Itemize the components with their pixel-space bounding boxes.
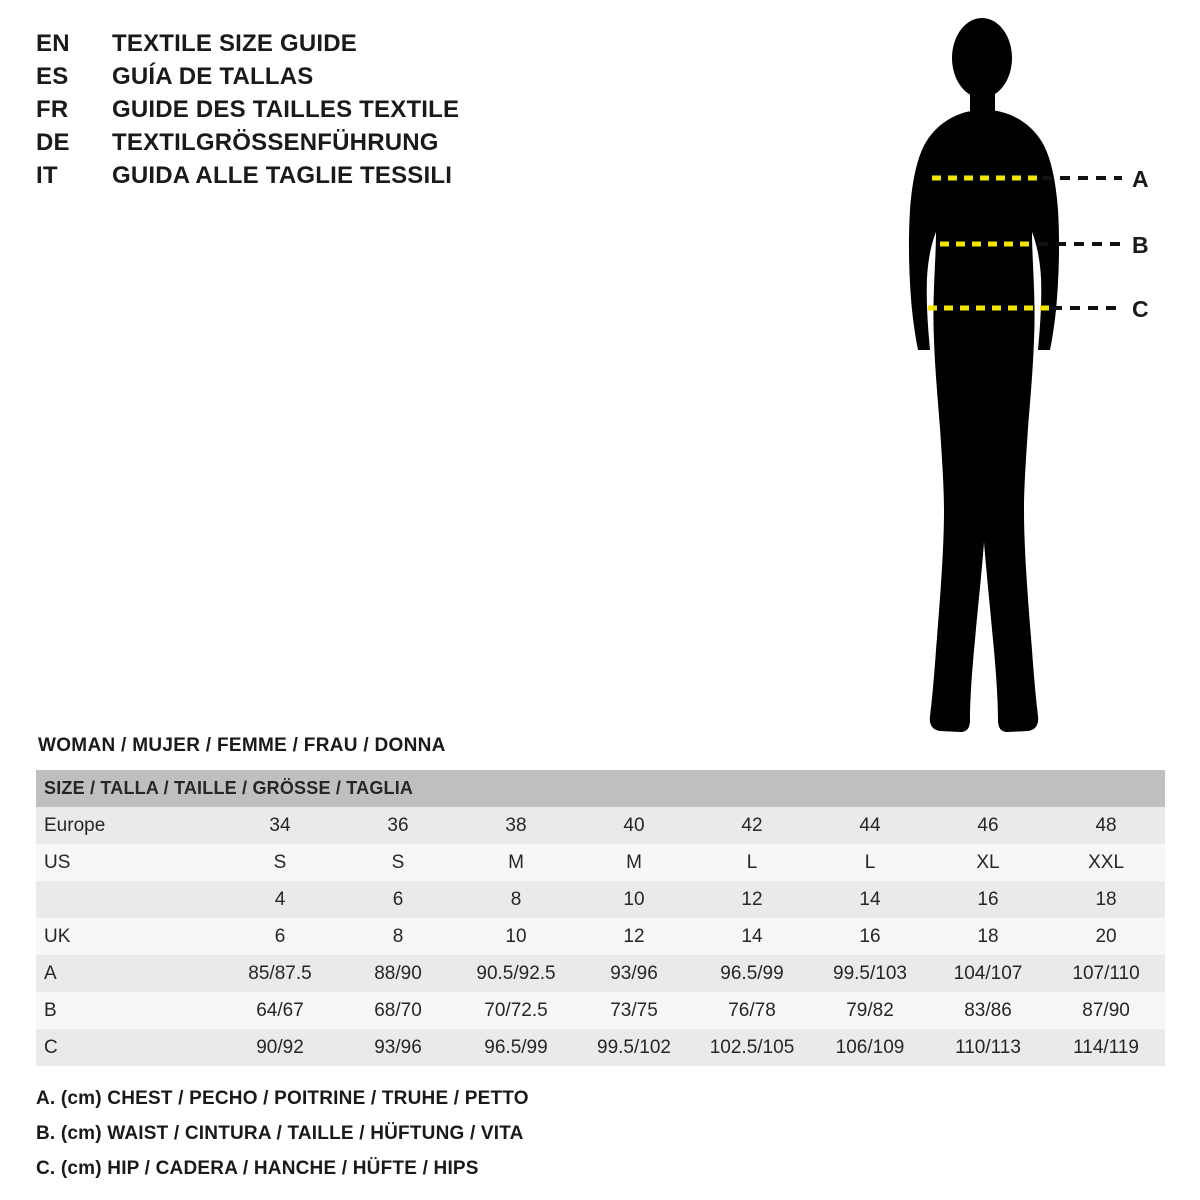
table-cell: 85/87.5 xyxy=(248,962,312,984)
table-row xyxy=(36,844,1165,881)
table-cell: 34 xyxy=(269,814,291,836)
language-title: GUIDE DES TAILLES TEXTILE xyxy=(112,96,460,123)
table-cell: 99.5/103 xyxy=(833,962,907,984)
table-row xyxy=(36,918,1165,955)
language-row xyxy=(36,96,656,129)
table-cell: 79/82 xyxy=(846,999,894,1021)
language-code: IT xyxy=(36,162,58,189)
size-table-section xyxy=(36,735,1166,1066)
table-cell: 46 xyxy=(977,814,999,836)
table-cell: 44 xyxy=(859,814,881,836)
table-cell: 36 xyxy=(387,814,409,836)
marker-label-a: A xyxy=(1132,166,1149,192)
measurement-legend xyxy=(36,1088,529,1193)
table-cell: 40 xyxy=(623,814,645,836)
size-table xyxy=(36,770,1165,1066)
table-cell: 18 xyxy=(1095,888,1117,910)
table-cell: 12 xyxy=(623,925,645,947)
table-cell: 104/107 xyxy=(953,962,1023,984)
table-cell: M xyxy=(508,851,524,873)
legend-line-c: C. (cm) HIP / CADERA / HANCHE / HÜFTE / HIPS xyxy=(36,1158,479,1179)
table-group-heading: WOMAN / MUJER / FEMME / FRAU / DONNA xyxy=(38,735,446,756)
table-cell: 110/113 xyxy=(955,1036,1021,1058)
table-row xyxy=(36,955,1165,992)
table-row xyxy=(36,1029,1165,1066)
table-cell: 99.5/102 xyxy=(597,1036,671,1058)
table-cell: XXL xyxy=(1088,851,1125,873)
table-cell: L xyxy=(746,851,758,873)
marker-label-c: C xyxy=(1132,296,1149,322)
table-cell: 6 xyxy=(274,925,286,947)
language-row xyxy=(36,30,656,63)
table-cell: 14 xyxy=(741,925,763,947)
table-cell: 102.5/105 xyxy=(709,1036,795,1058)
table-cell: 38 xyxy=(505,814,527,836)
table-cell: 42 xyxy=(741,814,763,836)
row-label: Europe xyxy=(44,814,106,836)
table-cell: 8 xyxy=(510,888,522,910)
table-cell: 8 xyxy=(392,925,404,947)
table-row xyxy=(36,807,1165,844)
row-label: US xyxy=(44,851,71,873)
table-cell: M xyxy=(626,851,642,873)
table-cell: 68/70 xyxy=(374,999,422,1021)
language-title: GUIDA ALLE TAGLIE TESSILI xyxy=(112,162,453,189)
table-cell: XL xyxy=(976,851,1000,873)
table-cell: 18 xyxy=(977,925,999,947)
table-cell: 83/86 xyxy=(964,999,1012,1021)
table-cell: 96.5/99 xyxy=(484,1036,548,1058)
language-title: TEXTILE SIZE GUIDE xyxy=(112,30,357,57)
language-code: FR xyxy=(36,96,69,123)
table-cell: 16 xyxy=(977,888,999,910)
table-cell: 96.5/99 xyxy=(720,962,784,984)
table-cell: 90.5/92.5 xyxy=(476,962,556,984)
language-title: TEXTILGRÖSSENFÜHRUNG xyxy=(112,129,439,156)
table-cell: 6 xyxy=(392,888,404,910)
table-row xyxy=(36,992,1165,1029)
table-cell: 10 xyxy=(623,888,645,910)
language-code: EN xyxy=(36,30,70,57)
legend-line-b: B. (cm) WAIST / CINTURA / TAILLE / HÜFTUNG / VITA xyxy=(36,1123,524,1144)
language-code: DE xyxy=(36,129,70,156)
table-header-row xyxy=(36,770,1165,807)
marker-label-b: B xyxy=(1132,232,1149,258)
table-cell: 73/75 xyxy=(610,999,658,1021)
legend-line-a: A. (cm) CHEST / PECHO / POITRINE / TRUHE / PETTO xyxy=(36,1088,529,1109)
table-cell: 14 xyxy=(859,888,881,910)
language-row xyxy=(36,162,656,195)
table-cell: 90/92 xyxy=(256,1036,304,1058)
row-label: B xyxy=(44,999,57,1021)
table-cell: 20 xyxy=(1095,925,1117,947)
female-body-silhouette-icon xyxy=(860,10,1190,740)
table-cell: 4 xyxy=(274,888,286,910)
table-cell: 114/119 xyxy=(1073,1036,1139,1058)
table-cell: L xyxy=(864,851,876,873)
row-label: A xyxy=(44,962,57,984)
table-cell: 76/78 xyxy=(728,999,776,1021)
table-cell: S xyxy=(391,851,405,873)
table-cell: S xyxy=(273,851,287,873)
table-cell: 88/90 xyxy=(374,962,422,984)
table-cell: 64/67 xyxy=(256,999,304,1021)
table-cell: 106/109 xyxy=(835,1036,905,1058)
row-label xyxy=(36,881,221,918)
table-cell: 48 xyxy=(1095,814,1117,836)
language-row xyxy=(36,129,656,162)
row-label: C xyxy=(44,1036,58,1058)
table-cell: 12 xyxy=(741,888,763,910)
table-cell: 107/110 xyxy=(1072,962,1140,984)
row-label: UK xyxy=(44,925,71,947)
table-cell: 16 xyxy=(859,925,881,947)
table-row xyxy=(36,881,1165,918)
body-figure-area xyxy=(860,10,1190,740)
language-row xyxy=(36,63,656,96)
language-title-block xyxy=(36,30,656,195)
table-cell: 93/96 xyxy=(610,962,658,984)
table-cell: 87/90 xyxy=(1082,999,1130,1021)
table-cell: 93/96 xyxy=(374,1036,422,1058)
table-header-label: SIZE / TALLA / TAILLE / GRÖSSE / TAGLIA xyxy=(44,778,414,798)
language-title: GUÍA DE TALLAS xyxy=(112,63,314,90)
table-cell: 70/72.5 xyxy=(484,999,548,1021)
language-code: ES xyxy=(36,63,69,90)
table-cell: 10 xyxy=(505,925,527,947)
